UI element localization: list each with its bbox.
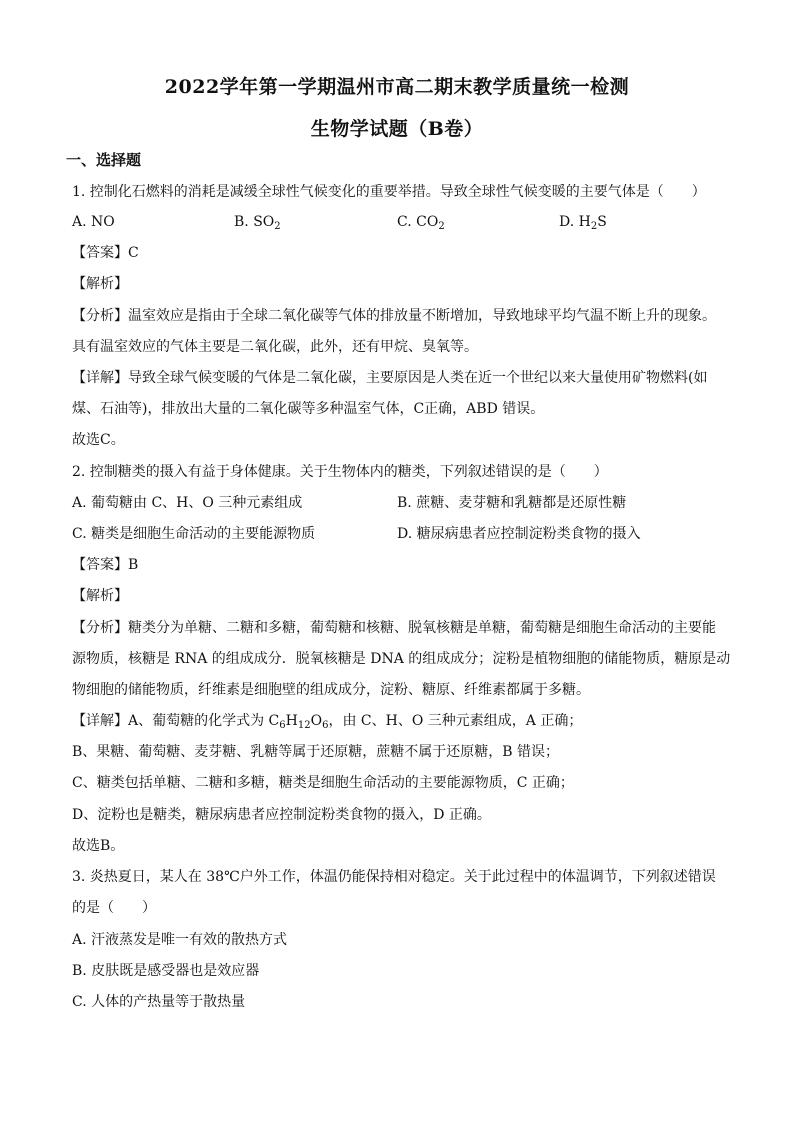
q2-xiangjie-b: B、果糖、葡萄糖、麦芽糖、乳糖等属于还原糖，蔗糖不属于还原糖，B 错误； <box>72 744 560 760</box>
q1-answer: 【答案】C <box>72 245 139 261</box>
q1-option-d: D. $H_2S$ <box>559 214 607 232</box>
q1-fenxi-line-1: 【分析】温室效应是指由于全球二氧化碳等气体的排放量不断增加，导致地球平均气温不断上升的现象。 <box>72 308 716 324</box>
q2-fenxi-line-2: 源物质，核糖是 RNA 的组成成分．脱氧核糖是 DNA 的组成成分；淀粉是植物细胞的储能物质，糖原是动 <box>72 651 731 667</box>
q1-option-b: B. $SO_2$ <box>234 214 281 232</box>
page-title: 2022学年第一学期温州市高二期末教学质量统一检测 <box>164 76 630 98</box>
q3-stem-line-2: 的是（ ） <box>72 900 156 916</box>
q2-fenxi-line-3: 物细胞的储能物质，纤维素是细胞壁的组成成分，淀粉、糖原、纤维素都属于多糖。 <box>72 682 590 698</box>
q2-option-c: C. 糖类是细胞生命活动的主要能源物质 <box>72 526 316 542</box>
q3-option-c: C. 人体的产热量等于散热量 <box>72 994 246 1010</box>
q1-analysis-label: 【解析】 <box>72 276 128 292</box>
q2-option-d: D. 糖尿病患者应控制淀粉类食物的摄入 <box>397 526 641 542</box>
page-subtitle: 生物学试题（B卷） <box>310 118 484 140</box>
q2-conclusion: 故选B。 <box>72 838 125 854</box>
q3-option-b: B. 皮肤既是感受器也是效应器 <box>72 963 260 979</box>
q1-option-a: A. NO <box>72 214 115 230</box>
q1-xiangjie-line-2: 煤、石油等)，排放出大量的二氧化碳等多种温室气体，C正确，ABD 错误。 <box>72 401 545 417</box>
q1-stem: 1. 控制化石燃料的消耗是减缓全球性气候变化的重要举措。导致全球性气候变暖的主要气体是（ ） <box>72 184 706 200</box>
section-heading: 一、选择题 <box>66 151 142 169</box>
q2-fenxi-line-1: 【分析】糖类分为单糖、二糖和多糖，葡萄糖和核糖、脱氧核糖是单糖，葡萄糖是细胞生命活动的主要能 <box>72 620 716 636</box>
q3-option-a: A. 汗液蒸发是唯一有效的散热方式 <box>72 932 288 948</box>
q2-answer: 【答案】B <box>72 557 139 573</box>
q2-xiangjie-c: C、糖类包括单糖、二糖和多糖，糖类是细胞生命活动的主要能源物质，C 正确； <box>72 775 574 791</box>
q3-stem-line-1: 3. 炎热夏日，某人在 38℃户外工作，体温仍能保持相对稳定。关于此过程中的体温调节，下列叙述错误 <box>72 869 716 885</box>
q2-option-b: B. 蔗糖、麦芽糖和乳糖都是还原性糖 <box>397 495 627 511</box>
q2-xiangjie-d: D、淀粉也是糖类，糖尿病患者应控制淀粉类食物的摄入，D 正确。 <box>72 807 491 823</box>
q2-analysis-label: 【解析】 <box>72 588 128 604</box>
q2-stem: 2. 控制糖类的摄入有益于身体健康。关于生物体内的糖类，下列叙述错误的是（ ） <box>72 464 608 480</box>
q2-option-a: A. 葡萄糖由 C、H、O 三种元素组成 <box>72 495 303 511</box>
q1-xiangjie-line-1: 【详解】导致全球气候变暖的气体是二氧化碳，主要原因是人类在近一个世纪以来大量使用矿物燃料(如 <box>72 370 708 386</box>
q1-conclusion: 故选C。 <box>72 432 125 448</box>
q1-option-c: C. $CO_2$ <box>397 214 445 232</box>
q2-xiangjie-a: 【详解】A、葡萄糖的化学式为 $C_6H_{12}O_6$，由 C、H、O 三种元素组成，A 正确； <box>72 713 583 731</box>
q1-fenxi-line-2: 具有温室效应的气体主要是二氧化碳，此外，还有甲烷、臭氧等。 <box>72 339 478 355</box>
